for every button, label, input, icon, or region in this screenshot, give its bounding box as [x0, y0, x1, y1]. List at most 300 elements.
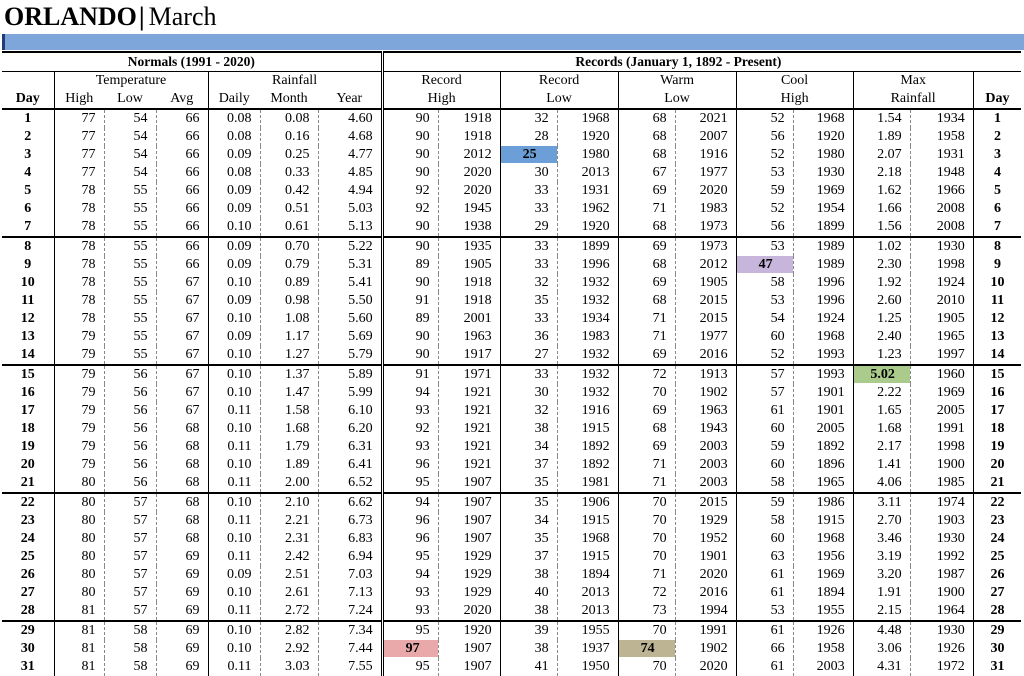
warm-low-value: 72 — [652, 367, 667, 382]
max-rain-cell — [853, 274, 910, 292]
cool-high-year-cell — [793, 420, 853, 438]
max-rain-cell — [853, 548, 910, 566]
max-rain-cell — [853, 109, 910, 128]
avg-value: 69 — [185, 567, 200, 582]
low-value: 57 — [133, 585, 148, 600]
day-right-cell — [973, 218, 1021, 237]
rec-low-value: 35 — [534, 293, 549, 308]
day-right-value: 3 — [993, 147, 1001, 162]
rec-high-year-cell — [438, 164, 500, 182]
rec-high-year-value: 1921 — [463, 403, 492, 418]
rec-low-value: 39 — [534, 623, 549, 638]
max-rain-year-value: 1900 — [936, 457, 965, 472]
max-rain-year-cell — [910, 420, 973, 438]
warm-low-year-cell — [675, 493, 736, 512]
warm-low-value: 70 — [652, 385, 667, 400]
rec-low-value: 33 — [534, 201, 549, 216]
max-rain-year-value: 1991 — [936, 421, 965, 436]
daily-cell — [208, 658, 260, 676]
rec-low-cell — [500, 274, 557, 292]
high-value: 78 — [81, 257, 96, 272]
warm-low-year-value: 2015 — [699, 293, 728, 308]
cool-high-cell — [736, 602, 793, 621]
day-value: 23 — [20, 513, 35, 528]
max-rain-cell — [853, 200, 910, 218]
rec-high-cell — [382, 512, 438, 530]
rec-high-cell — [382, 292, 438, 310]
rec-high-cell — [382, 584, 438, 602]
rec-low-year-cell — [557, 548, 618, 566]
max-rain-value: 2.07 — [877, 147, 902, 162]
high-value: 79 — [81, 403, 96, 418]
cool-high-year-cell — [793, 292, 853, 310]
warm-low-cell — [618, 146, 675, 164]
rec-high-value: 91 — [415, 293, 430, 308]
max-rain-year-value: 1965 — [936, 329, 965, 344]
rec-low-cell — [500, 182, 557, 200]
cool-high-year-value: 2005 — [816, 421, 845, 436]
high-value: 80 — [81, 567, 96, 582]
warm-low-year-value: 1902 — [699, 641, 728, 656]
rec-high-cell — [382, 402, 438, 420]
day-value: 21 — [20, 475, 35, 490]
max-rainfall-header-1: Max — [853, 72, 973, 91]
high-cell — [54, 292, 104, 310]
rec-high-year-value: 1971 — [463, 367, 492, 382]
day-right-value: 14 — [990, 347, 1005, 362]
cool-high-value: 57 — [770, 385, 785, 400]
warm-low-year-value: 1983 — [699, 201, 728, 216]
table-row — [2, 365, 1021, 384]
record-high-header-1: Record — [382, 72, 500, 91]
max-rain-year-value: 1930 — [936, 239, 965, 254]
max-rain-value: 3.19 — [877, 549, 902, 564]
day-cell — [2, 512, 54, 530]
day-value: 20 — [20, 457, 35, 472]
warm-low-year-value: 2020 — [699, 567, 728, 582]
low-value: 54 — [133, 129, 148, 144]
max-rain-year-cell — [910, 328, 973, 346]
max-rain-year-cell — [910, 640, 973, 658]
low-header: Low — [104, 90, 156, 109]
max-rain-value: 1.66 — [877, 201, 902, 216]
cool-high-year-value: 1926 — [816, 623, 845, 638]
rec-low-year-value: 1920 — [581, 219, 610, 234]
month-cell — [260, 658, 318, 676]
rec-high-cell — [382, 548, 438, 566]
rec-high-year-cell — [438, 146, 500, 164]
table-row — [2, 402, 1021, 420]
avg-cell — [156, 474, 208, 493]
year-value: 6.20 — [348, 421, 373, 436]
day-right-cell — [973, 109, 1021, 128]
high-cell — [54, 384, 104, 402]
low-cell — [104, 493, 156, 512]
cool-high-year-value: 1965 — [816, 475, 845, 490]
warm-low-value: 68 — [652, 257, 667, 272]
warm-low-value: 67 — [652, 165, 667, 180]
max-rain-year-value: 1900 — [936, 585, 965, 600]
rec-high-value: 90 — [415, 129, 430, 144]
low-cell — [104, 292, 156, 310]
year-value: 6.73 — [348, 513, 373, 528]
day-right-value: 27 — [990, 585, 1005, 600]
rec-low-cell — [500, 658, 557, 676]
cool-high-value: 60 — [770, 457, 785, 472]
rec-high-cell — [382, 384, 438, 402]
rec-low-year-cell — [557, 310, 618, 328]
rec-high-cell — [382, 146, 438, 164]
low-cell — [104, 640, 156, 658]
day-right-cell — [973, 456, 1021, 474]
rec-low-cell — [500, 256, 557, 274]
daily-cell — [208, 164, 260, 182]
daily-cell — [208, 438, 260, 456]
rec-high-year-value: 1918 — [463, 293, 492, 308]
day-right-cell — [973, 512, 1021, 530]
month-value: 1.17 — [285, 329, 310, 344]
daily-value: 0.10 — [227, 275, 252, 290]
high-value: 78 — [81, 201, 96, 216]
cool-high-year-cell — [793, 658, 853, 676]
rec-low-year-value: 1950 — [581, 659, 610, 674]
rainfall-header: Rainfall — [208, 72, 382, 91]
rec-high-year-cell — [438, 292, 500, 310]
year-cell — [318, 456, 382, 474]
high-value: 78 — [81, 239, 96, 254]
table-row — [2, 310, 1021, 328]
year-value: 5.89 — [348, 367, 373, 382]
month-cell — [260, 256, 318, 274]
warm-low-year-cell — [675, 456, 736, 474]
low-value: 56 — [133, 421, 148, 436]
year-cell — [318, 328, 382, 346]
day-value: 5 — [24, 183, 32, 198]
rec-low-year-cell — [557, 182, 618, 200]
cool-high-year-value: 1989 — [816, 239, 845, 254]
cool-high-year-value: 1896 — [816, 457, 845, 472]
warm-low-cell — [618, 328, 675, 346]
day-right-cell — [973, 146, 1021, 164]
rec-low-value: 37 — [534, 457, 549, 472]
table-row — [2, 438, 1021, 456]
day-value: 12 — [20, 311, 35, 326]
rec-high-year-value: 1929 — [463, 567, 492, 582]
month-value: 0.16 — [285, 129, 310, 144]
daily-value: 0.08 — [227, 111, 252, 126]
warm-low-year-cell — [675, 658, 736, 676]
rec-high-year-cell — [438, 346, 500, 365]
low-cell — [104, 456, 156, 474]
day-value: 14 — [20, 347, 35, 362]
cool-high-cell — [736, 402, 793, 420]
low-value: 58 — [133, 659, 148, 674]
cool-high-year-value: 1968 — [816, 111, 845, 126]
rec-high-cell — [382, 274, 438, 292]
warm-low-value: 69 — [652, 239, 667, 254]
rec-high-cell — [382, 456, 438, 474]
avg-cell — [156, 256, 208, 274]
avg-value: 67 — [185, 275, 200, 290]
rec-low-cell — [500, 200, 557, 218]
avg-cell — [156, 530, 208, 548]
cool-high-value: 52 — [770, 111, 785, 126]
high-value: 80 — [81, 475, 96, 490]
cool-high-year-cell — [793, 602, 853, 621]
year-value: 5.13 — [348, 219, 373, 234]
rec-low-cell — [500, 365, 557, 384]
warm-low-year-cell — [675, 200, 736, 218]
cool-high-cell — [736, 420, 793, 438]
max-rain-year-cell — [910, 109, 973, 128]
max-rain-year-value: 2010 — [936, 293, 965, 308]
rec-low-cell — [500, 548, 557, 566]
year-value: 7.03 — [348, 567, 373, 582]
max-rain-value: 1.62 — [877, 183, 902, 198]
table-row — [2, 474, 1021, 493]
rec-low-year-value: 1894 — [581, 567, 610, 582]
month-cell — [260, 274, 318, 292]
year-header: Year — [318, 90, 382, 109]
cool-high-value: 66 — [770, 641, 785, 656]
table-row — [2, 292, 1021, 310]
daily-value: 0.09 — [227, 147, 252, 162]
day-right-cell — [973, 658, 1021, 676]
avg-cell — [156, 237, 208, 256]
avg-value: 66 — [185, 257, 200, 272]
daily-value: 0.10 — [227, 641, 252, 656]
max-rain-year-cell — [910, 456, 973, 474]
year-value: 6.41 — [348, 457, 373, 472]
low-cell — [104, 237, 156, 256]
max-rain-value: 1.56 — [877, 219, 902, 234]
max-rain-cell — [853, 621, 910, 640]
cool-high-cell — [736, 128, 793, 146]
rec-high-value: 95 — [415, 475, 430, 490]
month-cell — [260, 218, 318, 237]
rec-high-value: 96 — [415, 513, 430, 528]
max-rain-cell — [853, 164, 910, 182]
rec-high-year-value: 1963 — [463, 329, 492, 344]
year-cell — [318, 420, 382, 438]
day-cell — [2, 109, 54, 128]
rec-low-year-value: 1980 — [581, 147, 610, 162]
year-cell — [318, 402, 382, 420]
rec-high-year-value: 1907 — [463, 513, 492, 528]
rec-high-value: 92 — [415, 201, 430, 216]
normals-header: Normals (1991 - 2020) — [2, 52, 382, 72]
record-low-header-2: Low — [500, 90, 618, 109]
rec-low-cell — [500, 438, 557, 456]
month-cell — [260, 292, 318, 310]
daily-cell — [208, 128, 260, 146]
avg-cell — [156, 365, 208, 384]
high-cell — [54, 128, 104, 146]
daily-value: 0.11 — [227, 603, 252, 618]
rec-low-year-cell — [557, 402, 618, 420]
low-value: 56 — [133, 475, 148, 490]
high-cell — [54, 328, 104, 346]
warm-low-year-cell — [675, 548, 736, 566]
cool-high-value: 59 — [770, 183, 785, 198]
rec-high-year-cell — [438, 365, 500, 384]
table-row — [2, 530, 1021, 548]
day-right-cell — [973, 346, 1021, 365]
rec-low-cell — [500, 493, 557, 512]
rec-high-cell — [382, 328, 438, 346]
month-value: 2.31 — [285, 531, 310, 546]
max-rain-value: 2.40 — [877, 329, 902, 344]
day-cell — [2, 182, 54, 200]
day-value: 31 — [20, 659, 35, 674]
daily-value: 0.11 — [227, 513, 252, 528]
day-right-cell — [973, 128, 1021, 146]
avg-value: 66 — [185, 165, 200, 180]
max-rain-value: 2.22 — [877, 385, 902, 400]
day-header-right: Day — [973, 90, 1021, 109]
year-cell — [318, 384, 382, 402]
rec-low-year-cell — [557, 640, 618, 658]
rec-high-year-cell — [438, 274, 500, 292]
warm-low-cell — [618, 256, 675, 274]
avg-value: 66 — [185, 183, 200, 198]
warm-low-value: 68 — [652, 421, 667, 436]
cool-high-value: 56 — [770, 219, 785, 234]
cool-high-year-value: 1955 — [816, 603, 845, 618]
rec-high-value: 96 — [415, 531, 430, 546]
rec-high-cell — [382, 640, 438, 658]
rec-high-value: 90 — [415, 239, 430, 254]
max-rain-year-value: 1969 — [936, 385, 965, 400]
year-value: 7.55 — [348, 659, 373, 674]
warm-low-year-cell — [675, 218, 736, 237]
day-cell — [2, 384, 54, 402]
rec-high-year-value: 1921 — [463, 385, 492, 400]
avg-header: Avg — [156, 90, 208, 109]
rec-high-year-value: 1907 — [463, 531, 492, 546]
max-rain-year-cell — [910, 402, 973, 420]
day-value: 24 — [20, 531, 35, 546]
warm-low-header-1: Warm — [618, 72, 736, 91]
day-cell — [2, 621, 54, 640]
day-right-cell — [973, 420, 1021, 438]
month-cell — [260, 310, 318, 328]
rec-high-value: 90 — [415, 165, 430, 180]
rec-high-year-value: 1907 — [463, 495, 492, 510]
low-cell — [104, 365, 156, 384]
day-cell — [2, 256, 54, 274]
high-cell — [54, 658, 104, 676]
avg-cell — [156, 512, 208, 530]
rec-low-year-cell — [557, 274, 618, 292]
rec-high-value: 94 — [415, 495, 430, 510]
rec-low-year-value: 2013 — [581, 165, 610, 180]
rec-high-year-value: 1920 — [463, 623, 492, 638]
warm-low-year-value: 1977 — [699, 165, 728, 180]
cool-high-cell — [736, 658, 793, 676]
month-value: 3.03 — [285, 659, 310, 674]
year-value: 5.50 — [348, 293, 373, 308]
max-rain-cell — [853, 218, 910, 237]
rec-low-year-cell — [557, 566, 618, 584]
rec-low-value: 33 — [534, 311, 549, 326]
day-right-cell — [973, 621, 1021, 640]
avg-cell — [156, 602, 208, 621]
low-cell — [104, 584, 156, 602]
avg-value: 68 — [185, 439, 200, 454]
avg-cell — [156, 109, 208, 128]
low-value: 56 — [133, 439, 148, 454]
avg-cell — [156, 438, 208, 456]
max-rain-cell — [853, 474, 910, 493]
rec-high-cell — [382, 438, 438, 456]
warm-low-year-value: 1929 — [699, 513, 728, 528]
year-cell — [318, 256, 382, 274]
cool-high-cell — [736, 621, 793, 640]
low-cell — [104, 128, 156, 146]
rec-low-year-cell — [557, 164, 618, 182]
year-cell — [318, 128, 382, 146]
warm-low-year-value: 2012 — [699, 257, 728, 272]
rec-low-year-cell — [557, 128, 618, 146]
max-rain-year-value: 1934 — [936, 111, 965, 126]
rec-low-year-cell — [557, 365, 618, 384]
month-value: 2.51 — [285, 567, 310, 582]
rec-high-cell — [382, 128, 438, 146]
month-value: 0.79 — [285, 257, 310, 272]
warm-low-value: 71 — [652, 311, 667, 326]
max-rain-cell — [853, 365, 910, 384]
daily-cell — [208, 274, 260, 292]
cool-high-value: 56 — [770, 129, 785, 144]
warm-low-year-cell — [675, 566, 736, 584]
rec-low-year-cell — [557, 530, 618, 548]
day-value: 10 — [20, 275, 35, 290]
rec-low-value: 38 — [534, 567, 549, 582]
table-row — [2, 237, 1021, 256]
avg-cell — [156, 274, 208, 292]
warm-low-cell — [618, 548, 675, 566]
low-value: 56 — [133, 367, 148, 382]
rec-high-year-value: 1921 — [463, 457, 492, 472]
cool-high-year-value: 2003 — [816, 659, 845, 674]
warm-low-year-cell — [675, 310, 736, 328]
month-value: 1.79 — [285, 439, 310, 454]
avg-value: 68 — [185, 457, 200, 472]
rec-low-year-cell — [557, 292, 618, 310]
low-cell — [104, 346, 156, 365]
warm-low-value: 70 — [652, 513, 667, 528]
max-rain-year-value: 1992 — [936, 549, 965, 564]
warm-low-year-cell — [675, 128, 736, 146]
low-value: 54 — [133, 147, 148, 162]
max-rain-value: 2.70 — [877, 513, 902, 528]
day-header-left: Day — [2, 90, 54, 109]
month-cell — [260, 384, 318, 402]
day-value: 2 — [24, 129, 32, 144]
rec-low-year-value: 2013 — [581, 585, 610, 600]
high-cell — [54, 512, 104, 530]
max-rain-cell — [853, 640, 910, 658]
warm-low-year-value: 2021 — [699, 111, 728, 126]
cool-high-year-cell — [793, 310, 853, 328]
year-cell — [318, 146, 382, 164]
day-right-value: 17 — [990, 403, 1005, 418]
rec-low-value: 34 — [534, 513, 549, 528]
daily-value: 0.08 — [227, 129, 252, 144]
daily-value: 0.09 — [227, 183, 252, 198]
year-value: 7.34 — [348, 623, 373, 638]
